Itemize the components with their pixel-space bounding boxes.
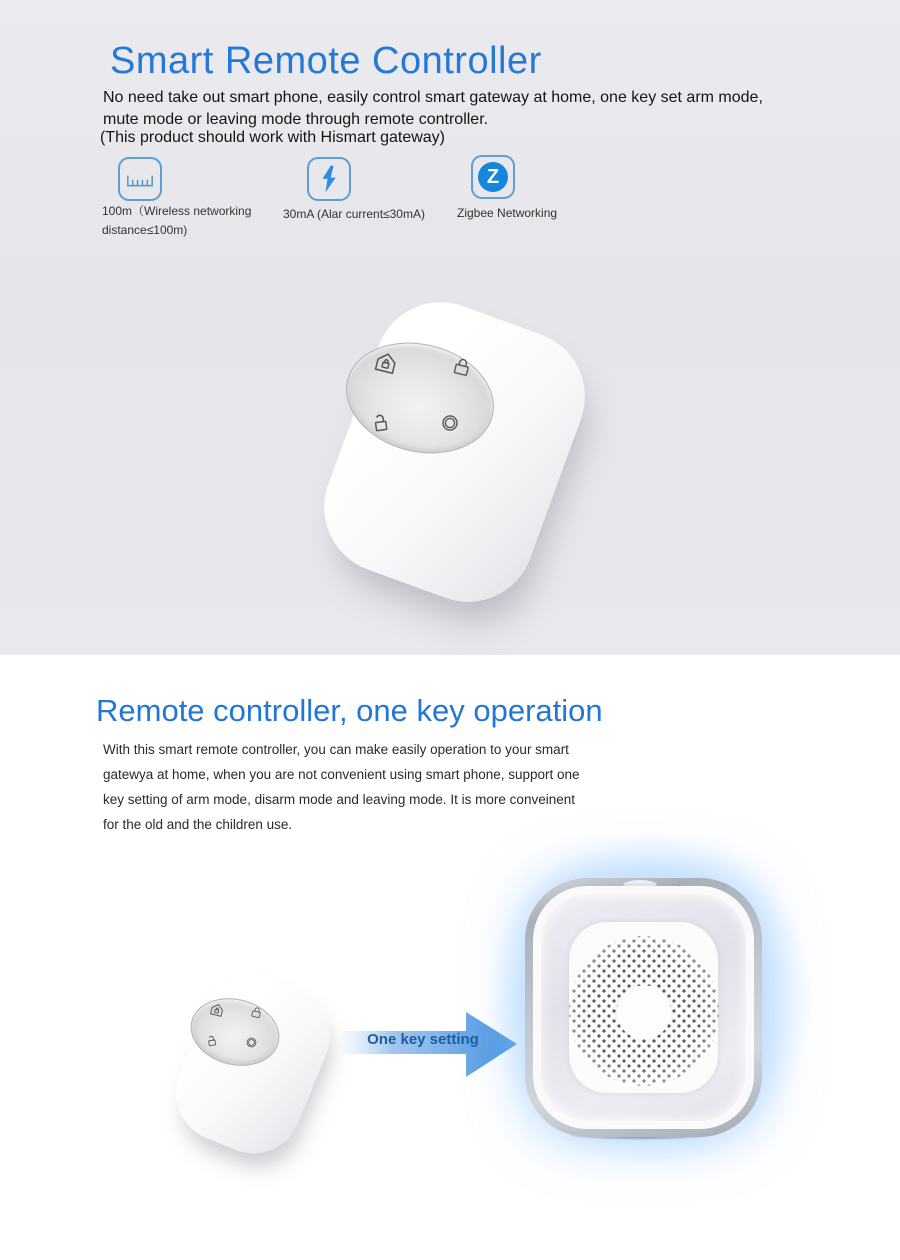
zigbee-icon xyxy=(478,162,508,192)
hero-note: (This product should work with Hismart gateway) xyxy=(100,129,446,146)
feature-wireless-distance xyxy=(118,157,162,201)
operation-paragraph-line-4: for the old and the children use. xyxy=(103,817,293,832)
hero-description-line-1: No need take out smart phone, easily control smart gateway at home, one key set arm mode, xyxy=(103,89,763,106)
feature-wireless-distance-label xyxy=(102,202,251,240)
operation-paragraph-line-2: gatewya at home, when you are not convenient using smart phone, support one xyxy=(103,767,580,782)
feature-wireless-distance-label-line-1: 100m（Wireless networking xyxy=(102,204,252,218)
operation-paragraph-line-1: With this smart remote controller, you can make easily operation to your smart xyxy=(103,742,569,757)
page-title: Smart Remote Controller xyxy=(110,40,542,82)
feature-zigbee-label-line-1: Zigbee Networking xyxy=(457,206,558,220)
operation-paragraph-line-3: key setting of arm mode, disarm mode and leaving mode. It is more conveinent xyxy=(103,792,575,807)
feature-alarm-current-label xyxy=(283,205,425,224)
lightning-icon xyxy=(315,164,343,194)
operation-section xyxy=(0,655,900,1260)
disarm-unlock-icon xyxy=(203,1032,222,1051)
zigbee-letter: Z xyxy=(486,165,500,188)
hero-description-line-2: mute mode or leaving mode through remote controller. xyxy=(103,111,489,128)
feature-zigbee-label xyxy=(457,204,557,223)
operation-paragraph xyxy=(103,737,580,837)
remote-body xyxy=(306,284,604,621)
feature-alarm-current-label-line-1: 30mA (Alar current≤30mA) xyxy=(283,207,425,221)
feature-zigbee xyxy=(471,155,515,199)
gateway-white-ring xyxy=(533,886,754,1129)
hero-description xyxy=(103,87,763,131)
gateway-device xyxy=(505,850,795,1150)
feature-wireless-distance-label-line-2: distance≤100m) xyxy=(102,223,188,237)
one-key-setting-label: One key setting xyxy=(367,1031,479,1048)
gateway-shell xyxy=(525,878,762,1137)
disarm-unlock-icon xyxy=(366,408,396,438)
operation-heading: Remote controller, one key operation xyxy=(96,693,603,728)
feature-alarm-current xyxy=(307,157,351,201)
gateway-speaker-face xyxy=(569,922,718,1093)
ruler-icon xyxy=(123,164,157,194)
gateway-center-button xyxy=(617,985,671,1039)
